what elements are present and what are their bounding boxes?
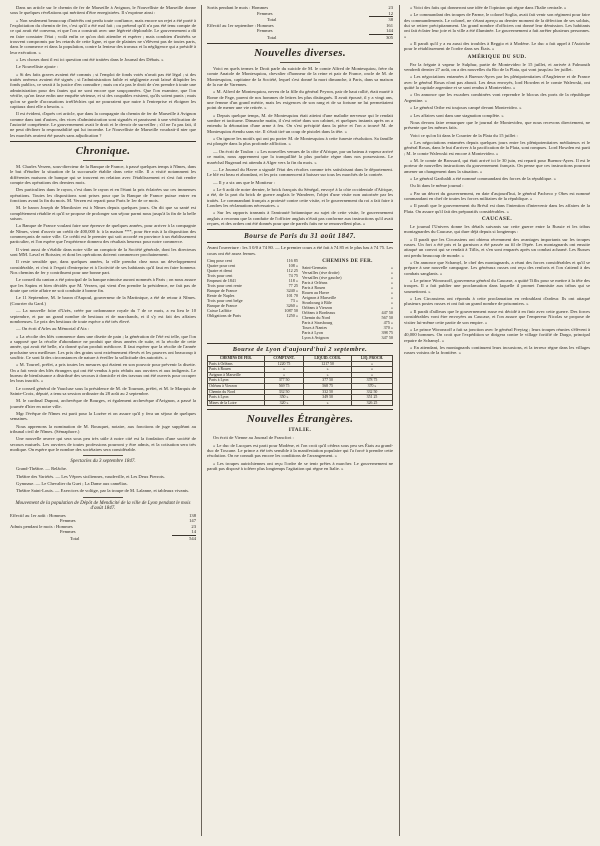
stat-label: Sortis pendant le mois : Hommes [207,5,269,10]
article-paragraph: « Les affaires sont dans une stagnation complète. » [410,112,504,118]
amerique-du-sud-heading: AMÉRIQUE DU SUD. [467,53,527,60]
article-paragraph: « Le général Garibaldi a été nommé commandant des forces de la république. » [410,175,556,181]
stat-value: 544 [189,535,196,541]
quote-label: Caisse Laffitte [207,307,232,313]
table-header-cell: LIQ. PROCH. [352,355,393,361]
quote-value: » [390,269,393,275]
table-header-cell: COMPTANT. [264,355,303,361]
quote-label: Strasbourg à Bâle [302,299,332,305]
table-cell: » [264,372,303,378]
article-paragraph: Il vient aussi de s'établir dans notre ville un comptoir de la Société générale, dont les directeurs sont MM. Laval et Boissier, et dont les opérations doivent commencer prochainement. [10,246,196,258]
quote-value: 447 50 [381,309,393,315]
railway-quote-row [302,335,393,340]
bourse-left-list [207,258,298,340]
article-paragraph: Voici ce qu'on lit dans le Courrier de la Plata du 15 juillet : [410,132,518,138]
table-cell: » [304,367,352,373]
quote-label: Tours à Nantes [302,324,328,330]
section-rule [207,409,393,410]
quote-label: Quatre et demi [207,267,232,273]
stat-value: 14 [191,529,196,535]
article-paragraph: « Il paraît que les Circassiens ont obtenu récemment des avantages importants sur les troupes russes. Un fort a été pris et la garnison a été passée au fil de l'épée. Les montagnards ont ensuite attaqué un convoi qui se rendait à Tiflis, et s'en sont emparés après un combat acharné. Les Russes ont perdu beaucoup de monde. » [404,236,590,258]
article-paragraph: « M. le comte de Brossard, qui était arrivé ici le 30 juin, est reparti pour Buenos-Ayres. Il est le porteur de nouvelles instructions du gouvernement français. On pense que ces instructions pourront amener un changement dans la situation. » [404,157,590,174]
quote-value: » [390,274,393,280]
population-stats-continued [207,5,393,40]
quote-label: Rouen au Havre [302,289,330,295]
column-divider [201,5,202,836]
stat-label: Total [267,17,277,22]
quote-value: » [390,299,393,305]
stat-value: 138 [189,512,196,518]
article-paragraph: « Les négociations entamées à Buenos-Ayres par les plénipotentiaires d'Angleterre et de France avec le général Rosas n'ont pas abouti. Les deux envoyés, lord Howden et le comte Walewski, ont quitté la capitale argentine et se sont rendus à Montevideo. » [404,74,590,91]
article-paragraph: — On écrit d'Arles au Mémorial d'Aix : [16,326,90,332]
stat-value: 23 [388,5,393,10]
article-paragraph: « Le prince Woronzoff, gouverneur général du Caucase, a quitté Tiflis pour se mettre à la tête des troupes. Il a fait publier une proclamation dans laquelle il promet l'amnistie aux tribus qui se soumettront. » [404,278,590,294]
quote-value: » [390,279,393,285]
stat-label: Femmes [257,10,273,16]
quote-label: Cinq pour cent [207,257,232,263]
quote-label: Trois pour cent belge [207,297,243,303]
article-paragraph: Le conseil du canton a été principal de la banque nimoise auront nommés à Paris ; on nous assure que les Sapins et bien décidés que M. Verzen, qui vient d'en prendre la présidence, ne fait pas de doute que cette affaire ne soit conduite à bonne fin. [10,277,196,294]
article-paragraph: « Le commandant des troupes de Parme, le colonel Soglia, avait fait venir son régiment pour faire des commandements. Le colonel, ne s'étant aperçu au dernier moment de la défection de ses soldats, dut se retirer précipitamment. Un grand nombre d'officiers ont donné leur démission. Les habitants ont fait éclater leur joie et la ville a été illuminée. Le gouvernement a fait arrêter plusieurs personnes. » [404,12,590,39]
spectacle-entry: Théâtre des Variétés. — Les Vêpres siciliennes, vaudeville, et Les Deux Pierrots. [16,473,165,479]
bourse-lyon-table [207,355,393,406]
stat-value: 38 [388,17,393,22]
bourse-paris-title: Bourse de Paris du 31 août 1847. [244,232,356,241]
article-paragraph: M. le baron Joseph de Montlosier est à Nîmes depuis quelques jours. On dit que sa santé est complètement rétablie et qu'il se propose de prolonger son séjour parmi nous jusqu'à la fin de la belle saison. [10,205,196,221]
quote-value: 77 25 [288,282,298,288]
quote-label: Banque de France [207,287,238,293]
stat-label: Admis pendant le mois : Hommes [10,523,73,529]
bourse-paris-table [207,258,393,340]
stat-label: Femmes [60,529,76,535]
table-cell: Orléans à Vierzon [208,383,265,389]
table-cell: 370 » [352,383,393,389]
quote-label: Trois pour cent rente [207,282,242,288]
article-paragraph: Le 11 Septembre, M. le baron d'Aupoul, gouverneur de la Martinique, a été de retour à Nîmes. (Courrier du Gard.) [10,295,196,306]
caucase-heading: CAUCASE. [481,216,513,222]
stat-label: Effectif au 1er septembre : Hommes [207,22,274,28]
table-cell: 332 50 [352,389,393,395]
article-paragraph: Le Nouvelliste ajoute : [16,64,58,70]
article-paragraph: M. Charles Verzen, sous-directeur de la Banque de France, à passé quelques temps à Nîmes, dans le but d'étudier la situation de la succursale établie dans cette ville. Il a visité notamment les différentes maisons de banque qui se trouvent en relation avec l'établissement et s'est fait rendre compte des opérations des derniers mois. [10,163,196,185]
italie-heading: ITALIE. [288,427,312,434]
table-cell: Chemin du Nord [208,389,265,395]
table-cell: 377 50 [264,378,303,384]
table-header-cell: CHEMINS DE FER. [208,355,265,361]
article-paragraph: La Banque de France voulant faire une épreuve de quelques années, pour arriver à la compagnie de Nîmes, vient d'ouvrir un crédit de 400,000 fr. à la maison ***, pour être mis à la disposition des commerçants de notre ville. Ce crédit est le premier qui soit accordé en province à un établissement particulier, et l'on espère que l'expérience donnera des résultats heureux pour notre commerce. [10,223,196,245]
article-paragraph: On écrit de Vienne au Journal de Francfort : [213,435,294,441]
quote-value: 108 » [288,262,298,268]
chemins-de-fer-heading: CHEMINS DE FER. [322,258,373,264]
article-paragraph: « On ignore les motifs qui ont pu porter M. de Montesquiou à cette funeste résolution. Sa famille est plongée dans la plus profonde affliction. » [207,136,393,147]
article-paragraph: « Les Circassiens ont répondu à cette proclamation en redoublant d'ardeur. Ils ont attaqué plusieurs postes russes et ont fait un grand nombre de prisonniers. » [404,296,590,307]
quote-value: 101 70 [286,292,298,298]
article-paragraph: « Par un décret du gouvernement, en date d'aujourd'hui, le général Pacheco y Obes est nommé commandant en chef de toutes les forces militaires de la république. » [404,190,590,201]
quote-value: 1250 » [286,312,298,318]
article-paragraph: « En attendant, les montagnards continuent leurs incursions, et la terreur règne dans les villages russes voisins de la frontière. » [404,344,590,356]
article-paragraph: « Le général Oribe est toujours campé devant Montevideo. » [410,105,522,111]
table-header-cell: LIQUID. COUR. [304,355,352,361]
table-cell: 378 75 [352,378,393,384]
article-paragraph: « Voici des faits qui donneront une idée de l'opinion qui règne dans l'Italie centrale. » [410,5,567,10]
quote-label: Obligations de Paris [207,312,241,318]
quote-label: Paris à Strasbourg [302,319,333,325]
article-paragraph: Le journal l'Univers donne les détails suivants sur cette guerre entre la Russie et les tribus montagnardes du Caucase, qui dure déjà depuis si longtemps : [404,224,590,235]
article-paragraph: Il reste sensible que, dans quelques années, la ville prendra chez nous un développement considérable, et c'est à l'esprit d'entreprise et à l'activité de ses habitants qu'il faut en faire honneur. Nos chemins de fer y contribuent pour une bonne part. [10,259,196,276]
table-cell: » [264,367,303,373]
stat-value: 161 [386,22,393,28]
table-cell: » [304,400,352,406]
stat-value: 147 [189,518,196,524]
article-paragraph: « Depuis quelque temps, M. de Montesquiou était atteint d'une maladie nerveuse qui le rendait sombre et taciturne. Dimanche matin, il s'est retiré dans son cabinet, et quelques instants après on a entendu la détonation d'une arme à feu. On s'est précipité dans la pièce et l'on a trouvé M. de Montesquiou étendu sans vie. Il s'était tiré un coup de pistolet dans la tête. » [207,112,393,134]
table-cell: 351 25 [352,395,393,401]
article-paragraph: Nous apprenons la nomination de M. Bousquet, notaire, aux fonctions de juge suppléant au tribunal civil de Nîmes. (Sémaphore.) [10,423,196,435]
spectacles-title: Spectacles du 3 septembre 1847. [70,459,136,465]
article-paragraph: Voici en quels termes le Droit parle du suicide de M. le comte Alfred de Montesquiou, frère du comte Anatole de Montesquiou, chevalier d'honneur de la reine et pair de France, oncle de M. de Montesquiou, capitaine de la Société, lequel s'est donné la mort dimanche, à Paris, dans sa maison de la rue de Varennes. [207,66,393,88]
quote-label: Orléans à Vierzon [302,304,333,310]
table-cell: Mines de la Loire [208,400,265,406]
quote-label: Rente de Naples [207,292,235,298]
quote-value: » [390,294,393,300]
spectacle-entry: Gymnase. — Le Chevalier du Guet ; La Dame aux camélias. [16,481,128,487]
article-paragraph: « Il paraît qu'il y a eu aussi des troubles à Reggio et à Modène. Le duc a fait appel à l'Autriche pour le rétablissement de l'ordre dans ses États. » [404,41,590,52]
table-cell: » [352,372,393,378]
article-paragraph: « Le prince Woronzoff a fait sa jonction avec le général Freytag ; leurs troupes réunies s'élèvent à 40,000 hommes. On croit que l'expédition se dirigera contre le village fortifié de Dargo, principal repaire de Schamyl. » [404,326,590,343]
quote-value: 3260 » [286,302,298,308]
article-paragraph: — Il y a six ans que le Moniteur : [213,179,275,185]
table-cell: Paris à Lyon [208,395,265,401]
article-paragraph: « Le 6 août de notre dernier, le brick français du Sénégal, envoyé à la côte occidentale d'Afrique, a été, de la part du brick de guerre anglais le Wanderer, l'objet d'une visite non autorisée par les traités. Le commandant français a protesté contre cette visite, et le gouvernement du roi a fait faire à Londres les réclamations nécessaires. » [207,186,393,208]
spectacle-entry: Grand-Théâtre. — Relâche. [16,466,68,472]
article-paragraph: M. le cardinal Dupont, archevêque de Bourges, et également archevêque d'Avignon, a passé la journée d'hier en notre ville. [10,398,196,409]
article-paragraph: — Le Journal du Havre a signalé l'état des récoltes comme très satisfaisant dans le département. Le blé est beau et abondant, et les prix commencent à baisser sur tous les marchés de la contrée. [207,166,393,178]
article-paragraph: Mgr l'évêque de Nîmes est parti pour la Lozère et on assure qu'il y fera un séjour de quelques semaines. [10,411,196,422]
quote-label: Orléans à Bordeaux [302,309,336,315]
article-paragraph: « Sur les rapports transmis à l'amirauté britannique au sujet de cette visite, le gouvernement anglais a reconnu que la conduite de l'officier anglais n'était pas conforme aux instructions qu'il avait reçues, et des ordres ont été donnés pour que de pareils faits ne se renouvellent plus. » [207,210,393,226]
separator [280,62,320,63]
article-paragraph: Une nouvelle œuvre qui sera sous peu très utile à notre cité est la fondation d'une société de secours mutuels. Les ouvriers de toutes professions pourront y être admis, et la cotisation sera très modique. On espère que le nombre des sociétaires sera considérable. [10,436,196,453]
stat-label: Effectif au 1er août : Hommes [10,512,66,518]
quote-value: 370 » [383,324,393,330]
separator [83,497,123,498]
bourse-intro: Avant l'ouverture : les 3 0/0 à 74 80. — Le premier cours a été fait à 74 85 et le plus bas à 74 75. Les cours ont été assez fermes. [207,245,393,256]
article-paragraph: Dans un article sur le chemin de fer de Marseille à Avignon, le Nouvelliste de Marseille donne sous le quelques révélations qui méritent d'être enregistrées. Il s'exprime ainsi : [10,5,196,16]
table-cell: 1220 75 [264,361,303,367]
section-title-nouvelles-diverses: Nouvelles diverses. [254,47,346,59]
article-paragraph: « La récolte des blés commence dans une disette de pain ; la génération de l'été est telle, que l'on a supposé que la récolte d'abondance ne produit que deux années de suite, et la récolte de cette année, qui avait été belle, n'a donné qu'un produit médiocre. Il faut espérer que la récolte de l'année prochaine sera meilleure. Les prix des grains sont extrêmement élevés et les pauvres ont beaucoup à souffrir. Ce sont là des circonstances de nature à éveiller la sollicitude des autorités. » [10,333,196,360]
section-title-nouvelles-etrangeres: Nouvelles Étrangères. [246,413,354,426]
quote-label: Versailles (rive droite) [302,269,340,275]
quote-value: 567 50 [381,314,393,320]
quote-label: Paris à Rouen [302,284,326,290]
table-cell: 332 50 [304,389,352,395]
table-cell: 1217 50 [304,361,352,367]
quote-label: Versailles (rive gauche) [302,274,342,280]
article-paragraph: Le conseil général de Vaucluse sous la présidence de M. de Tournon, préfet, et M. le Marquis de Sainte-Croix, député, a tenu sa session ordinaire du 28 août au 2 septembre. [10,385,196,396]
quote-label: Banque de France [207,302,238,308]
table-cell: 320 » [264,400,303,406]
table-cell: 350 » [264,395,303,401]
quote-value: 112 25 [286,267,298,273]
section-rule [207,43,393,44]
quote-label: Paris à Lyon [302,329,323,335]
article-paragraph: Des particuliers dans le rayon, c'est dans le rayon et en l'étant la pris éclairées sur ces immenses opérations. Toutes les dispositions sont prises pour que la Banque de France puisse entrer en fonctions avant la fin du mois. M. Verzen est reparti pour Paris le 1er de ce mois. [10,187,196,203]
article-paragraph: Ou lit dans le même journal : [410,183,464,189]
column-divider [399,5,400,836]
article-paragraph: « Les choses dont il est ici question ont été traitées dans le Journal des Débats. » [16,57,164,63]
quote-value: 1087 50 [284,307,298,313]
bourse-right-list [302,258,393,340]
quote-value: 74 75 [288,272,298,278]
table-cell: 349 50 [304,395,352,401]
article-paragraph: « M. Tourrel, préfet, a pris toutes les mesures qui étaient en son pouvoir pour prévenir la disette. On a fait venir des blés étrangers qui ont été vendus à prix réduits aux ouvriers et aux indigents. Le bureau de bienfaisance a distribué des secours à domicile et des travaux ont été ouverts pour occuper les bras inactifs. » [10,362,196,384]
table-cell: » [352,361,393,367]
stat-value: 305 [386,34,393,40]
section-rule [207,229,393,230]
column-3 [404,5,590,836]
quote-value: » [390,264,393,270]
article-paragraph: « Si des faits graves avaient été commis ; si l'emploi de fonds votés n'avait pas été légal ; si des traités onéreux avaient été signés ; si l'administration faible et négligente avait laissé dilapider les fonds publics, ce serait à la justice d'en connaître ; mais on n'a pas le droit de s'en prendre à toute une administration pour des fautes qui ne sont encore que soupçonnées. Que l'on examine, que l'on vérifie, qu'on fasse enfin une enquête sérieuse, et si des coupables existent, qu'ils soient punis ; mais qu'on se garde d'accusations irréfléchies qui ne pourraient que nuire à l'entreprise et éloigner les capitaux dont elle a besoin. » [10,71,196,109]
quote-value: 3240 » [286,287,298,293]
table-cell: 326 25 [352,400,393,406]
section-rule [10,141,196,142]
article-paragraph: Par la frégate à vapeur le Sulphur, partie de Montevideo le 15 juillet, et arrivée à Falmouth vendredi dernier 27 août, on a des nouvelles du Rio de la Plata, qui vont jusqu'au 1er juillet. [404,61,590,73]
table-cell: » [304,372,352,378]
article-paragraph: « On annonce que les escadres combinées vont reprendre le blocus des ports de la république Argentine. » [404,92,590,103]
stat-label: Femmes [257,28,273,33]
article-paragraph: « Non seulement beaucoup d'intérêts ont perdu toute confiance, mais encore un rejet a été porté à l'exploitation du chemin de fer, c'est qu'il a été mal fait ; ou prétend qu'il n'a pas été tenu compte de ce qui avait été convenu, et que l'on a construit avec une légèreté déplorable. Le gouvernement a dû en faire constater l'état ; voilà enfin ce qu'on doit attendre et espérer ; mais combien d'intérêts se trouvent compromis par les retards de cette ligne, et que de plaintes ne s'élèvent pas de toutes parts, dans le commerce et dans la population, contre la lenteur des travaux et la négligence qui a présidé à leur exécution. » [10,17,196,55]
quote-value: » [390,284,393,290]
table-row [208,400,393,406]
article-paragraph: — La nouvelle foire d'Uzès, créée par ordonnance royale du 7 de ce mois, a eu lieu le 10 septembre, et par un grand nombre de bestiaux et de marchands, et il s'y est fait des affaires nombreuses. Le prix des bestiaux de toute espèce a été très élevé. [10,308,196,324]
table-cell: 569 75 [264,383,303,389]
stat-value: 12 [388,10,393,16]
article-paragraph: Il est évident, d'après cet article, que dans la compagnie du chemin de fer de Marseille à Avignon comme dans tant d'autres, des vices d'administration sont signalés et paraissent à une vérification de l'autorité compétente. Le gouvernement avait le droit et le devoir de surveiller ; s'il ne l'a pas fait, il ne peut décliner la responsabilité qui lui incombe. Le Nouvelliste de Marseille voudrait-il nier que les marchés avaient été passés sans adjudication ? [10,111,196,138]
table-cell: Paris à Orléans [208,361,265,367]
article-paragraph: « On annonce que Schamyl, le chef des montagnards, a réuni des forces considérables et qu'il se prépare à une nouvelle campagne. Les généraux russes ont reçu des renforts et l'on s'attend à des combats sanglants. » [404,260,590,276]
quote-label: Lyon à Avignon [302,334,329,340]
bourse-lyon-title: Bourse de Lyon d'aujourd'hui 2 septembre. [232,345,368,353]
table-cell: 377 50 [304,378,352,384]
quote-value: » [390,289,393,295]
stat-value: 144 [386,28,393,33]
section-rule [207,343,393,344]
bourse-quote-row [207,313,298,318]
table-cell: Paris à Lyon [208,378,265,384]
quote-label: Paris à Orléans [302,279,328,285]
section-rule [207,242,393,243]
quote-label: Quatre pour cent [207,262,236,268]
spectacle-entry: Théâtre Saint-Louis. — Exercices de voltige, par la troupe de M. Lalanne, et tableaux vivants. [16,488,190,494]
section-title-chronique: Chronique. [75,144,131,157]
quote-label: Avignon à Marseille [302,294,337,300]
article-paragraph: « M. Alfred de Montesquiou, neveu de la fille du général Peyron, pair de haut rallié, était marié à Rome de Page, parent de nos hommes de lettres les plus distingués. Il avait épousé, il y a vingt ans, une femme d'un grand mérite, mais les exigences de son rang et de sa fortune ne lui permettaient point de mener une vie retirée. » [207,89,393,111]
article-paragraph: « Les négociations entamées depuis quelques jours entre les plénipotentiaires médiateurs et le général Rosas, dans le but d'arriver à la pacification de la Plata, sont rompues. Lord Howden est parti ; M. le comte Walewski est encore à Montevideo. » [404,139,590,156]
stat-label: Total [267,34,277,40]
article-paragraph: — On écrit de Toulon : « Les nouvelles venues de la côte d'Afrique, par un bateau à vapeur arrivé ce matin, nous apprennent que la tranquillité la plus parfaite règne dans nos possessions. Le maréchal Bugeaud est attendu à Alger vers la fin du mois. » [207,148,393,165]
quote-label: Chemin du Nord [302,314,331,320]
article-paragraph: « Il paraît d'ailleurs que le gouvernement russe est décidé à en finir avec cette guerre. Des forces considérables vont être envoyées au Caucase, et l'on assure que l'empereur Nicolas se propose de visiter lui-même cette partie de son empire. » [404,308,590,325]
table-cell: 568 75 [304,383,352,389]
table-cell: » [352,367,393,373]
quote-value: » [390,304,393,310]
table-cell: 332 50 [264,389,303,395]
column-2 [207,5,393,836]
quote-label: Emprunt de 1841 [207,277,237,283]
quote-value: 347 50 [381,334,393,340]
mouvement-title: Mouvement de la population de Dépôt de Mendicité de la ville de Lyon pendant le mois d'août 1847. [15,500,191,511]
quote-value: 118 » [288,277,298,283]
quote-value: 116 85 [286,257,298,263]
quote-label: Trois pour cent [207,272,233,278]
newspaper-page [10,5,590,836]
article-paragraph: « Il paraît que le gouvernement du Brésil est dans l'intention d'intervenir dans les affaires de la Plata. On assure qu'il fait des préparatifs considérables. » [404,203,590,214]
article-paragraph: Nous devons faire remarquer que le journal de Montevideo, que nous recevons directement, ne présente que les mêmes faits. [404,119,590,131]
separator [83,160,123,161]
quote-value: 398 75 [381,329,393,335]
table-cell: Paris à Rouen [208,367,265,373]
article-paragraph: « Le duc de Lucques est parti pour Modène, et l'on croit qu'il cédera sous peu ses États au grand-duc de Toscane. Le prince a été très sensible à la manifestation populaire qui l'a forcé à prendre cette résolution. On ne connaît pas encore les conditions de l'arrangement. » [207,442,393,459]
stat-value: 23 [191,523,196,529]
quote-label: Saint-Germain [302,264,327,270]
separator [83,455,123,456]
stat-label: Total [70,535,80,541]
stat-label: Femmes [60,518,76,524]
quote-value: 475 » [383,319,393,325]
column-1 [10,5,196,836]
quote-value: 73 » [290,297,298,303]
article-paragraph: « Les troupes autrichiennes ont reçu l'ordre de se tenir prêtes à marcher. Le gouvernement ne paraît pas disposé à tolérer plus longtemps l'agitation qui règne en Italie. » [207,460,393,472]
table-cell: Avignon à Marseille [208,372,265,378]
population-stats [10,513,196,542]
